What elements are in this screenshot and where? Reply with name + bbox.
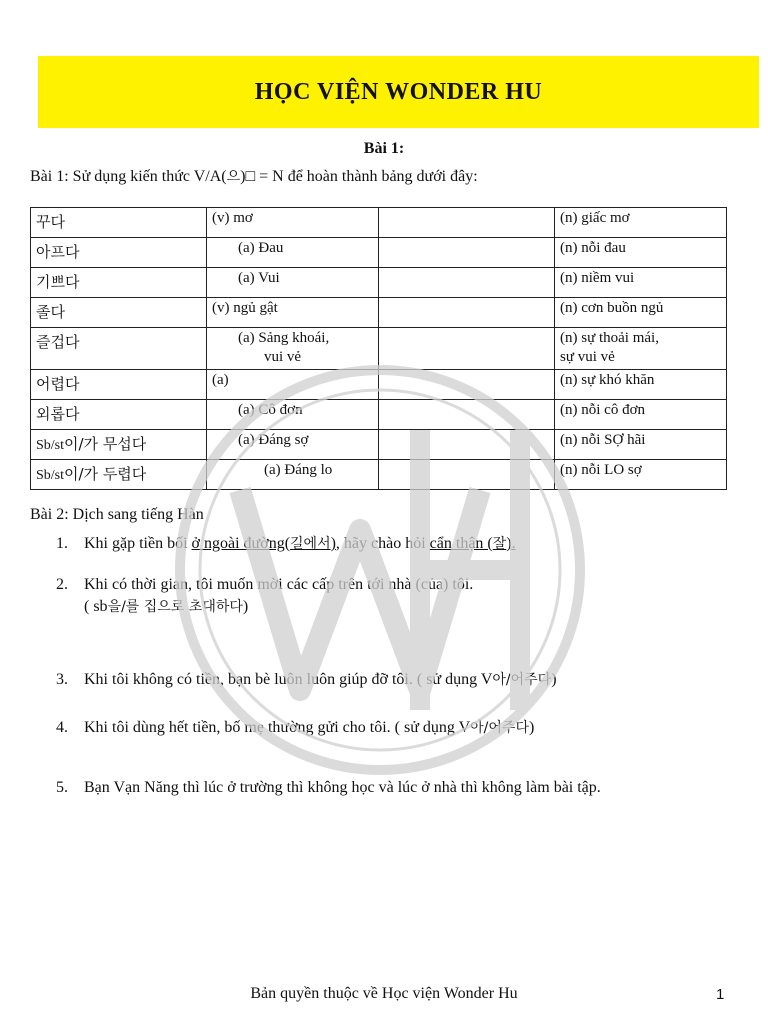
noun-cell: (n) nỗi cô đơn xyxy=(555,400,727,430)
answer-cell[interactable] xyxy=(379,238,555,268)
footer-copyright: Bản quyền thuộc về Học viện Wonder Hu xyxy=(250,985,518,1002)
title-banner xyxy=(38,56,759,128)
question-4: 4. Khi tôi dùng hết tiền, bố mẹ thường gửi cho tôi. ( sử dụng V아/어주다) xyxy=(56,719,535,736)
answer-cell[interactable] xyxy=(379,208,555,238)
meaning-cell: (a) Đáng lo xyxy=(207,460,379,490)
table-row xyxy=(31,430,727,460)
korean-word-cell: 아프다 xyxy=(31,238,207,268)
answer-cell[interactable] xyxy=(379,400,555,430)
meaning-cell: (a) Đáng sợ xyxy=(207,430,379,460)
noun-cell: (n) nỗi LO sợ xyxy=(555,460,727,490)
korean-word-cell: 즐겁다 xyxy=(31,328,207,370)
answer-cell[interactable] xyxy=(379,460,555,490)
question-3: 3. Khi tôi không có tiền, bạn bè luôn luôn giúp đỡ tôi. ( sử dụng V아/어주다) xyxy=(56,671,557,688)
noun-cell: (n) sự thoải mái, sự vui vẻ xyxy=(555,328,727,370)
korean-word-cell: 꾸다 xyxy=(31,208,207,238)
korean-word-cell: 졸다 xyxy=(31,298,207,328)
meaning-cell: (a) Sảng khoái, vui vẻ xyxy=(207,328,379,370)
question-2: 2. Khi có thời gian, tôi muốn mời các cấp trên tới nhà (của) tôi. ( sb을/를 집으로 초대하다) xyxy=(56,576,474,615)
meaning-cell: (a) xyxy=(207,370,379,400)
vocabulary-table xyxy=(30,207,727,490)
table-row xyxy=(31,460,727,490)
noun-cell: (n) giấc mơ xyxy=(555,208,727,238)
question-5: 5. Bạn Vạn Năng thì lúc ở trường thì không học và lúc ở nhà thì không làm bài tập. xyxy=(56,779,601,796)
answer-cell[interactable] xyxy=(379,430,555,460)
table-row xyxy=(31,400,727,430)
meaning-cell: (v) mơ xyxy=(207,208,379,238)
table-row xyxy=(31,268,727,298)
noun-cell: (n) cơn buồn ngủ xyxy=(555,298,727,328)
noun-cell: (n) nỗi SỢ hãi xyxy=(555,430,727,460)
noun-cell: (n) niềm vui xyxy=(555,268,727,298)
answer-cell[interactable] xyxy=(379,268,555,298)
meaning-cell: (v) ngủ gật xyxy=(207,298,379,328)
meaning-cell: (a) Cô đơn xyxy=(207,400,379,430)
exercise1-instruction: Bài 1: Sử dụng kiến thức V/A(으)□ = N để hoàn thành bảng dưới đây: xyxy=(30,168,478,185)
korean-word-cell: 어렵다 xyxy=(31,370,207,400)
answer-cell[interactable] xyxy=(379,328,555,370)
question-1: 1. Khi gặp tiền bối ở ngoài đường(길에서), hãy chào hỏi cẩn thận (잘). xyxy=(56,535,516,552)
question-2-hint: ( sb을/를 집으로 초대하다) xyxy=(84,598,249,615)
table-row xyxy=(31,298,727,328)
meaning-cell: (a) Vui xyxy=(207,268,379,298)
noun-cell: (n) sự khó khăn xyxy=(555,370,727,400)
noun-cell: (n) nỗi đau xyxy=(555,238,727,268)
table-row xyxy=(31,370,727,400)
table-row xyxy=(31,238,727,268)
exercise1-heading: Bài 1: xyxy=(363,140,405,157)
korean-word-cell: 외롭다 xyxy=(31,400,207,430)
table-row xyxy=(31,208,727,238)
answer-cell[interactable] xyxy=(379,298,555,328)
table-row xyxy=(31,328,727,370)
page-number: 1 xyxy=(716,986,725,1003)
korean-word-cell: 기쁘다 xyxy=(31,268,207,298)
korean-word-cell: Sb/st이/가 무섭다 xyxy=(31,430,207,460)
answer-cell[interactable] xyxy=(379,370,555,400)
exercise2-title: Bài 2: Dịch sang tiếng Hàn xyxy=(30,506,204,523)
document-title: HỌC VIỆN WONDER HU xyxy=(254,78,543,105)
korean-word-cell: Sb/st이/가 두렵다 xyxy=(31,460,207,490)
meaning-cell: (a) Đau xyxy=(207,238,379,268)
